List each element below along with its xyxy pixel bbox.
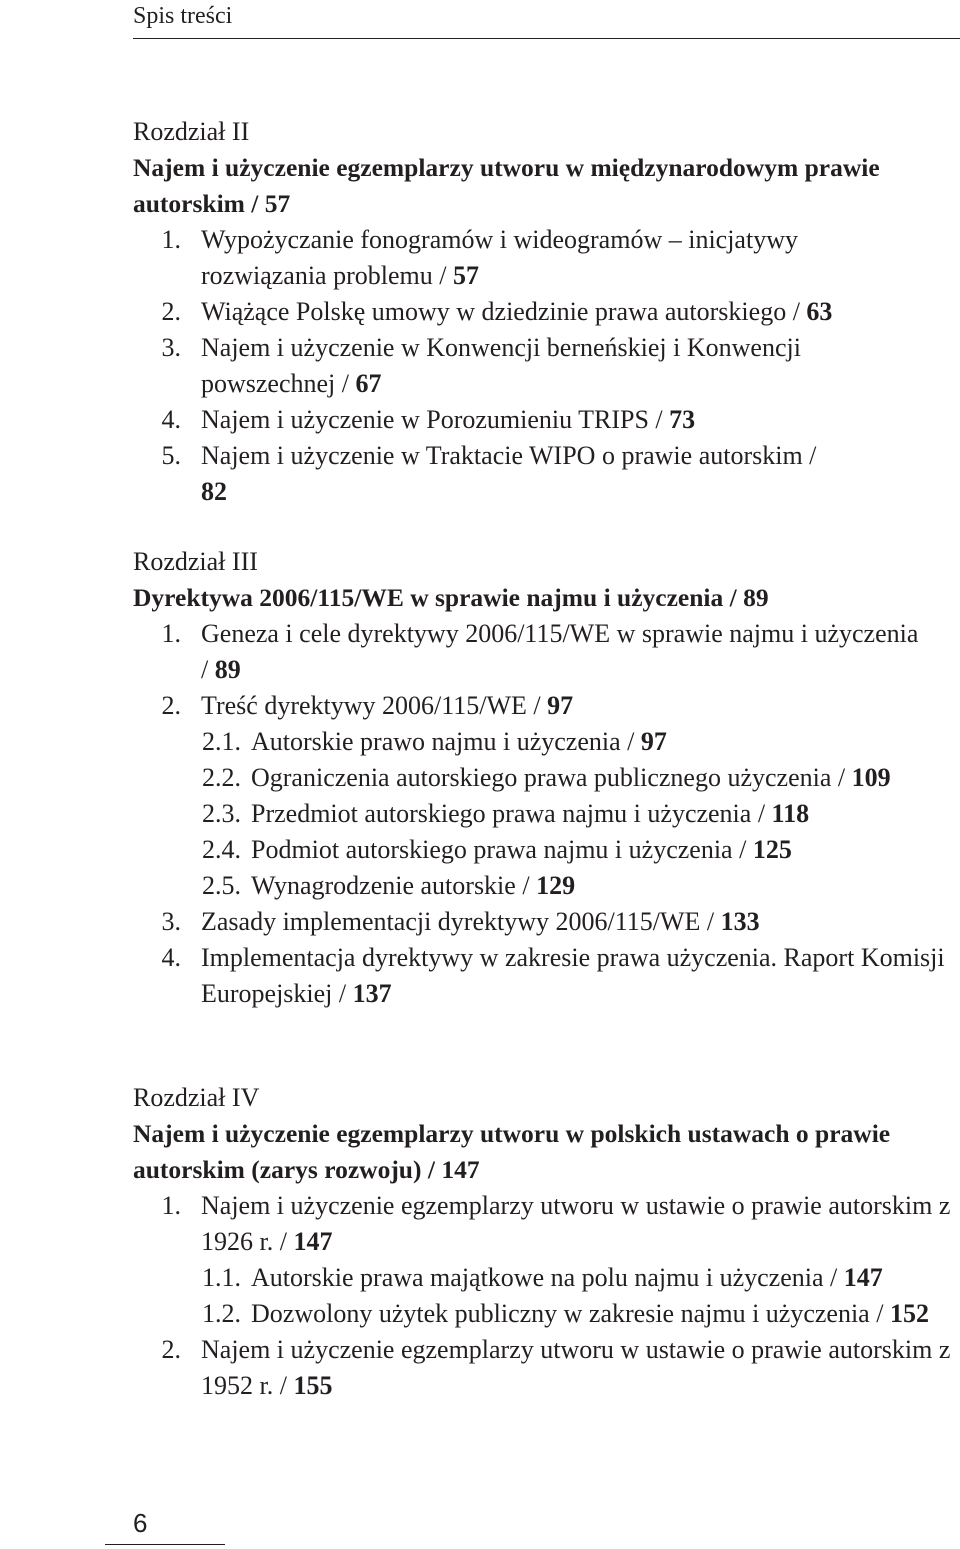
entry-page: 82 xyxy=(201,477,227,506)
entry-number: 1. xyxy=(161,225,181,254)
running-head: Spis treści xyxy=(133,3,233,29)
toc-entry xyxy=(133,868,960,904)
toc-entry xyxy=(133,832,960,868)
entry-page: 118 xyxy=(771,799,810,828)
entry-text: Wiążące Polskę umowy w dziedzinie prawa autorskiego / xyxy=(201,297,807,326)
entry-text: Zasady implementacji dyrektywy 2006/115/WE / xyxy=(201,907,721,936)
entry-page: 97 xyxy=(640,727,667,756)
entry-text: Najem i użyczenie w Traktacie WIPO o prawie autorskim / xyxy=(201,441,817,470)
toc-entry xyxy=(133,330,921,402)
entry-text: Podmiot autorskiego prawa najmu i użyczenia / xyxy=(251,835,753,864)
chapter-title: Najem i użyczenie egzemplarzy utworu w polskich ustawach o prawie autorskim (zarys rozwoju) / 147 xyxy=(133,1119,891,1184)
page-number: 6 xyxy=(133,1508,148,1538)
entry-page: 125 xyxy=(752,835,792,864)
entry-text: Autorskie prawa majątkowe na polu najmu i użyczenia / xyxy=(251,1263,844,1292)
toc-entry xyxy=(133,1332,960,1404)
entry-number: 4. xyxy=(161,943,181,972)
entry-number: 5. xyxy=(161,441,181,470)
entry-number: 2. xyxy=(161,691,181,720)
entry-text: Geneza i cele dyrektywy 2006/115/WE w sprawie najmu i użyczenia / xyxy=(201,619,919,684)
entry-number: 2.2. xyxy=(202,763,241,792)
chapter-label: Rozdział IV xyxy=(133,1083,260,1112)
chapter-4 xyxy=(133,1080,951,1404)
entry-page: 129 xyxy=(536,871,576,900)
entry-page: 147 xyxy=(843,1263,883,1292)
chapter-2 xyxy=(133,114,903,510)
entry-number: 1. xyxy=(161,1191,181,1220)
entry-number: 4. xyxy=(161,405,181,434)
entry-page: 137 xyxy=(352,979,392,1008)
entry-page: 73 xyxy=(669,405,696,434)
entry-page: 63 xyxy=(806,297,833,326)
entry-page: 67 xyxy=(355,369,382,398)
entry-number: 3. xyxy=(161,907,181,936)
entry-text: Autorskie prawo najmu i użyczenia / xyxy=(251,727,641,756)
entry-text: Treść dyrektywy 2006/115/WE / xyxy=(201,691,548,720)
entry-number: 1. xyxy=(161,619,181,648)
entry-page: 109 xyxy=(851,763,891,792)
entry-text: Najem i użyczenie w Konwencji berneńskiej i Konwencji powszechnej / xyxy=(201,333,801,398)
entry-number: 1.2. xyxy=(202,1299,241,1328)
entry-page: 133 xyxy=(720,907,760,936)
entry-page: 89 xyxy=(214,655,241,684)
entry-text: Przedmiot autorskiego prawa najmu i użyczenia / xyxy=(251,799,772,828)
entry-number: 2.4. xyxy=(202,835,241,864)
entry-page: 57 xyxy=(452,261,479,290)
toc-entry xyxy=(133,1260,901,1296)
toc-entry xyxy=(133,1188,960,1260)
toc-entry xyxy=(133,294,960,330)
entry-number: 2.1. xyxy=(202,727,241,756)
toc-entry xyxy=(133,796,960,832)
entry-text: Najem i użyczenie egzemplarzy utworu w ustawie o prawie autorskim z 1952 r. / xyxy=(201,1335,951,1400)
toc-entry xyxy=(133,724,960,760)
entry-number: 2. xyxy=(161,297,181,326)
chapter-label: Rozdział III xyxy=(133,547,258,576)
toc-entry xyxy=(133,1296,941,1332)
entry-number: 1.1. xyxy=(202,1263,241,1292)
entry-number: 2. xyxy=(161,1335,181,1364)
entry-text: Ograniczenia autorskiego prawa publicznego użyczenia / xyxy=(251,763,852,792)
toc-entry xyxy=(133,222,901,294)
chapter-label: Rozdział II xyxy=(133,117,250,146)
entry-text: Implementacja dyrektywy w zakresie prawa użyczenia. Raport Komisji Europejskiej / xyxy=(201,943,945,1008)
toc-entry xyxy=(133,616,921,688)
entry-number: 2.3. xyxy=(202,799,241,828)
toc-entry xyxy=(133,438,841,510)
entry-text: Wypożyczanie fonogramów i wideogramów – inicjatywy rozwiązania problemu / xyxy=(201,225,798,290)
entry-page: 147 xyxy=(293,1227,333,1256)
toc-entry xyxy=(133,904,960,940)
chapter-title: Najem i użyczenie egzemplarzy utworu w międzynarodowym prawie autorskim / 57 xyxy=(133,153,880,218)
entry-page: 152 xyxy=(889,1299,929,1328)
entry-page: 155 xyxy=(293,1371,333,1400)
entry-number: 3. xyxy=(161,333,181,362)
chapter-3 xyxy=(133,544,945,1012)
chapter-title: Dyrektywa 2006/115/WE w sprawie najmu i użyczenia / 89 xyxy=(133,583,769,612)
toc-entry xyxy=(133,760,931,796)
entry-page: 97 xyxy=(547,691,574,720)
entry-text: Najem i użyczenie w Porozumieniu TRIPS / xyxy=(201,405,670,434)
entry-text: Dozwolony użytek publiczny w zakresie najmu i użyczenia / xyxy=(251,1299,890,1328)
toc-entry xyxy=(133,940,960,1012)
footer-rule xyxy=(105,1544,225,1545)
entry-text: Najem i użyczenie egzemplarzy utworu w ustawie o prawie autorskim z 1926 r. / xyxy=(201,1191,951,1256)
entry-number: 2.5. xyxy=(202,871,241,900)
toc-entry xyxy=(133,402,921,438)
entry-text: Wynagrodzenie autorskie / xyxy=(251,871,537,900)
header-rule xyxy=(133,38,960,39)
toc-entry xyxy=(133,688,921,724)
